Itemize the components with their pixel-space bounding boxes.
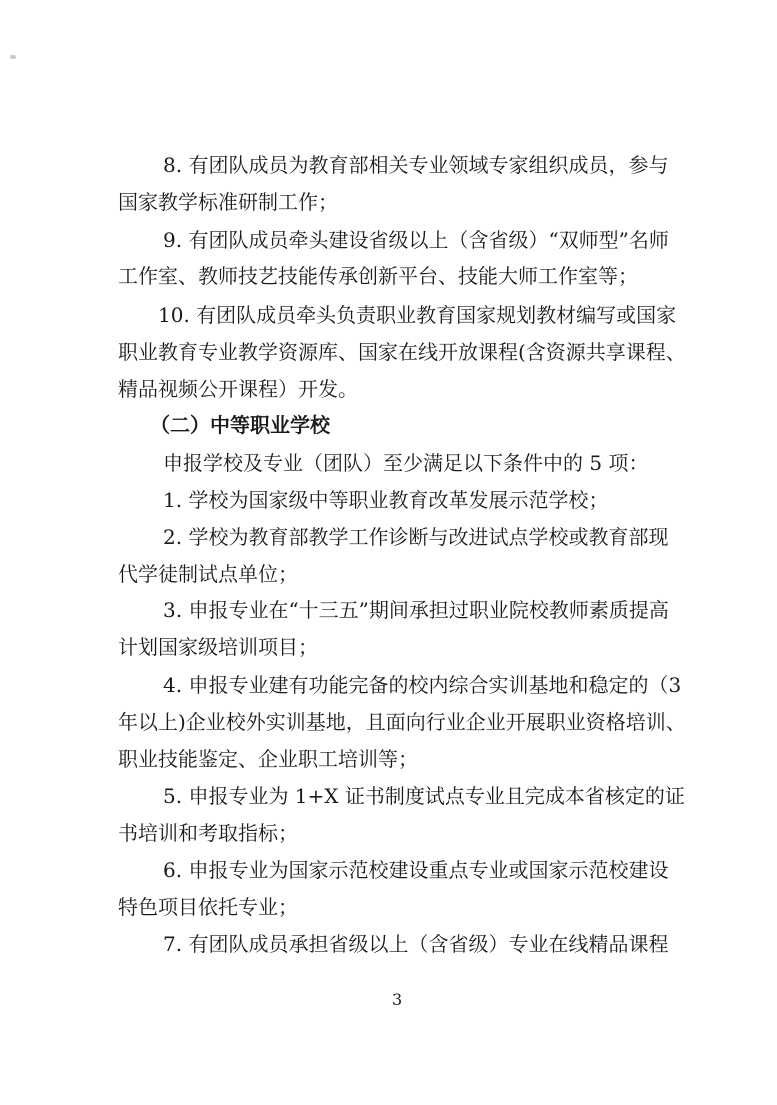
line-text: 6. 申报专业为国家示范校建设重点专业或国家示范校建设 [163, 858, 669, 882]
page-number: 3 [392, 990, 403, 1009]
line-text: 7. 有团队成员承担省级以上（含省级）专业在线精品课程 [163, 932, 669, 956]
line-text: 申报学校及专业（团队）至少满足以下条件中的 5 项： [163, 451, 649, 475]
line-text: 10. 有团队成员牵头负责职业教育国家规划教材编写或国家 [158, 303, 677, 327]
line-text: 工作室、教师技艺技能传承创新平台、技能大师工作室等； [118, 264, 638, 288]
line-text: 3. 申报专业在“十三五”期间承担过职业院校教师素质提高 [163, 598, 669, 622]
line-text: 职业教育专业教学资源库、国家在线开放课程(含资源共享课程、 [118, 340, 686, 364]
line-text: 精品视频公开课程）开发。 [118, 377, 358, 401]
line-text: 4. 申报专业建有功能完备的校内综合实训基地和稳定的（3 [163, 673, 682, 697]
line-text: 年以上)企业校外实训基地，且面向行业企业开展职业资格培训、 [118, 710, 686, 734]
scan-speck [10, 55, 16, 59]
line-text: 2. 学校为教育部教学工作诊断与改进试点学校或教育部现 [163, 525, 669, 549]
line-text: 5. 申报专业为 1+X 证书制度试点专业且完成本省核定的证 [163, 784, 685, 808]
line-text: 8. 有团队成员为教育部相关专业领域专家组织成员，参与 [163, 153, 669, 177]
line-text: 1. 学校为国家级中等职业教育改革发展示范学校； [163, 488, 609, 512]
line-text: 国家教学标准研制工作； [118, 190, 338, 214]
line-text: 书培训和考取指标； [118, 821, 298, 845]
line-text: 计划国家级培训项目； [118, 635, 318, 659]
line-text: 职业技能鉴定、企业职工培训等； [118, 747, 418, 771]
line-text: 9. 有团队成员牵头建设省级以上（含省级）“双师型”名师 [163, 228, 669, 252]
line-text: 特色项目依托专业； [118, 895, 298, 919]
heading-text: （二）中等职业学校 [150, 413, 330, 437]
line-text: 代学徒制试点单位； [118, 562, 298, 586]
